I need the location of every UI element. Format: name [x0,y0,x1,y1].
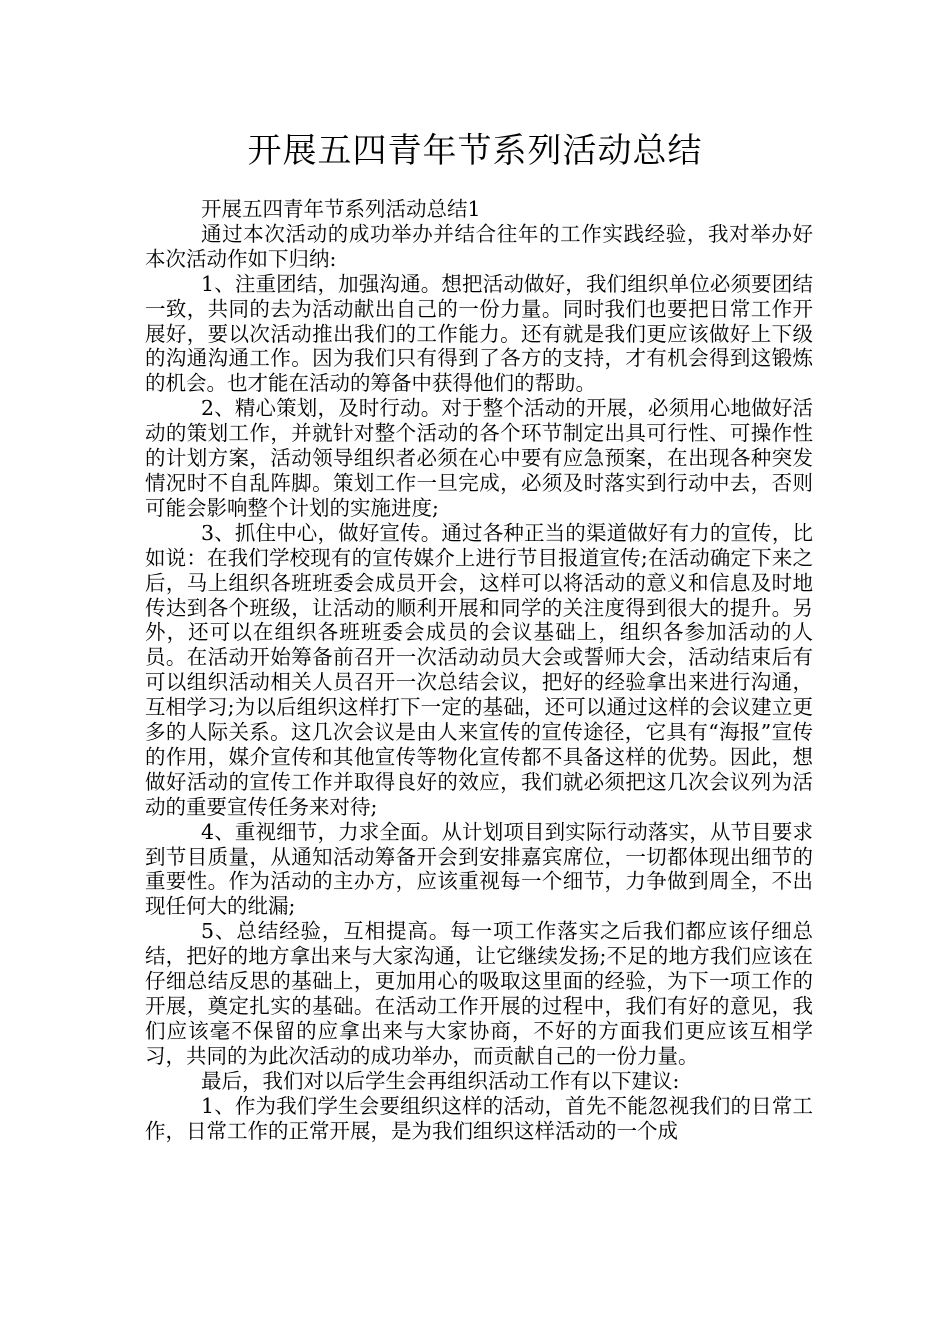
paragraph-point-2: 2、精心策划，及时行动。对于整个活动的开展，必须用心地做好活动的策划工作，并就针对整个活动的各个环节制定出具可行性、可操作性的计划方案，活动领导组织者必须在心中要有应急预案，在出现各种突发情况时不自乱阵脚。策划工作一旦完成，必须及时落实到行动中去，否则可能会影响整个计划的实施进度; [145,396,813,520]
paragraph-suggestion-1: 1、作为我们学生会要组织这样的活动，首先不能忽视我们的日常工作，日常工作的正常开展，是为我们组织这样活动的一个成 [145,1093,813,1143]
paragraph-point-4: 4、重视细节，力求全面。从计划项目到实际行动落实，从节目要求到节目质量，从通知活动筹备开会到安排嘉宾席位，一切都体现出细节的重要性。作为活动的主办方，应该重视每一个细节，力争做到周全，不出现任何大的纰漏; [145,819,813,919]
paragraph-intro: 通过本次活动的成功举办并结合往年的工作实践经验，我对举办好本次活动作如下归纳: [145,221,813,271]
paragraph-point-3: 3、抓住中心，做好宣传。通过各种正当的渠道做好有力的宣传，比如说：在我们学校现有的宣传媒介上进行节目报道宣传;在活动确定下来之后，马上组织各班班委会成员开会，这样可以将活动的意义和信息及时地传达到各个班级，让活动的顺利开展和同学的关注度得到很大的提升。另外，还可以在组织各班班委会成员的会议基础上，组织各参加活动的人员。在活动开始筹备前召开一次活动动员大会或誓师大会，活动结束后有可以组织活动相关人员召开一次总结会议，把好的经验拿出来进行沟通，互相学习;为以后组织这样打下一定的基础，还可以通过这样的会议建立更多的人际关系。这几次会议是由人来宣传的宣传途径，它具有“海报”宣传的作用，媒介宣传和其他宣传等物化宣传都不具备这样的优势。因此，想做好活动的宣传工作并取得良好的效应，我们就必须把这几次会议列为活动的重要宣传任务来对待; [145,520,813,819]
paragraph-point-1: 1、注重团结，加强沟通。想把活动做好，我们组织单位必须要团结一致，共同的去为活动献出自己的一份力量。同时我们也要把日常工作开展好，要以次活动推出我们的工作能力。还有就是我们更应该做好上下级的沟通沟通工作。因为我们只有得到了各方的支持，才有机会得到这锻炼的机会。也才能在活动的筹备中获得他们的帮助。 [145,271,813,396]
document-body [145,197,813,1143]
paragraph-heading: 开展五四青年节系列活动总结1 [201,197,481,221]
paragraph-suggestions-intro: 最后，我们对以后学生会再组织活动工作有以下建议: [201,1068,680,1093]
document-title: 开展五四青年节系列活动总结 [247,131,703,171]
paragraph-point-5: 5、总结经验，互相提高。每一项工作落实之后我们都应该仔细总结，把好的地方拿出来与大家沟通，让它继续发扬;不足的地方我们应该在仔细总结反思的基础上，更加用心的吸取这里面的经验，为下一项工作的开展，奠定扎实的基础。在活动工作开展的过程中，我们有好的意见，我们应该毫不保留的应拿出来与大家协商，不好的方面我们更应该互相学习，共同的为此次活动的成功举办，而贡献自己的一份力量。 [145,919,813,1068]
